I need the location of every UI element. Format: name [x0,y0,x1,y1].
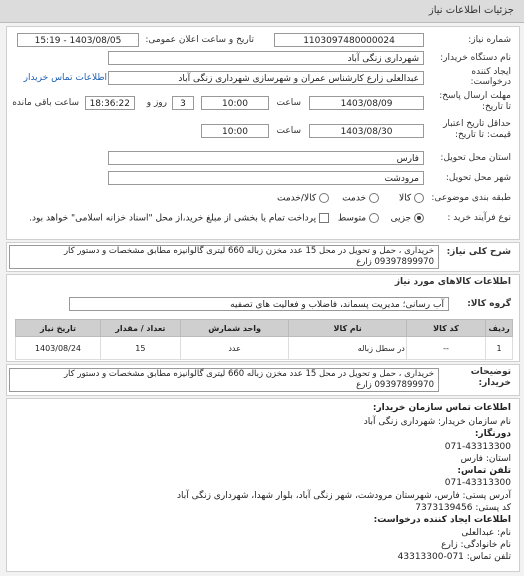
deadline-time-field: 10:00 [201,96,269,110]
creator-field: عبدالعلی زارع کارشناس عمران و شهرسازی شهرداری زنگی آباد [108,71,424,85]
header-bar [0,0,524,23]
col-index: ردیف [486,320,513,337]
contact-line: 071-43313300 [444,478,511,489]
process-label: نوع فرآیند خرید : [447,213,511,223]
day-count-field: 3 [172,96,194,110]
validity-date-field: 1403/08/30 [309,124,424,138]
buyer-notes-text: خریداری ، حمل و تحویل در محل 15 عدد مخزن زباله 660 لیتری گالوانیزه مطابق مشخصات و دستور کار 09397899970 زارع [9,368,439,392]
contact-line: نام: عبدالعلی [461,527,511,538]
buyer-contact-link[interactable]: اطلاعات تماس خریدار [23,73,107,83]
deadline-label-1: مهلت ارسال پاسخ: [439,91,511,101]
contact-line: دورنگار: [474,429,511,440]
province-label: استان محل تحویل: [440,153,511,163]
contact-line: تلفن تماس: [457,466,511,477]
need-number-field: 1103097480000024 [274,33,424,47]
notes-label-2: خریدار: [478,378,511,388]
details-panel [6,26,520,240]
city-field: مرودشت [108,171,424,185]
col-code: کد کالا [406,320,485,337]
goods-title: اطلاعات کالاهای مورد نیاز [394,277,511,287]
creator-label-1: ایجاد کننده [471,67,511,77]
province-field: فارس [108,151,424,165]
col-qty: تعداد / مقدار [100,320,180,337]
contact-line: نام سازمان خریدار: شهرداری زنگی آباد [363,417,511,427]
time-label: ساعت [276,98,301,108]
checkbox-icon [319,213,329,223]
radio-icon [369,193,379,203]
col-unit: واحد شمارش [180,320,289,337]
contact-line: نام خانوادگی: زارع [441,539,511,550]
creator-label-2: درخواست: [470,77,511,87]
announce-label: تاریخ و ساعت اعلان عمومی: [145,35,254,45]
summary-text: خریداری ، حمل و تحویل در محل 15 عدد مخزن زباله 660 لیتری گالوانیزه مطابق مشخصات و دستور کار 09397899970 زارع [9,245,439,269]
contact-line: آدرس پستی: فارس، شهرستان مرودشت، شهر زنگی آباد، بلوار شهدا، شهرداری زنگی آباد [177,490,511,501]
goods-table-header [16,320,513,337]
category-option-goods-service[interactable]: کالا/خدمت [277,193,329,204]
contact-lines [177,416,511,564]
validity-time-label: ساعت [276,126,301,136]
contact-line: تلفن تماس: 071-43313300 [397,552,511,563]
deadline-label-2: تا تاریخ: [481,102,511,112]
table-row[interactable] [16,337,513,360]
cell-name: در سطل زباله [289,337,406,360]
page-title: جزئیات اطلاعات نیاز [428,5,514,16]
announce-field: 1403/08/05 - 15:19 [17,33,139,47]
col-date: تاریخ نیاز [16,320,101,337]
radio-icon [319,193,329,203]
summary-section [6,242,520,272]
radio-selected-icon [414,213,424,223]
goods-section [6,274,520,362]
deadline-date-field: 1403/08/09 [309,96,424,110]
summary-label: شرح کلی نیاز: [446,247,511,257]
category-option-service[interactable]: خدمت [342,193,379,204]
buyer-label: نام دستگاه خریدار: [440,53,511,63]
buyer-field: شهرداری زنگی آباد [108,51,424,65]
cell-qty: 15 [100,337,180,360]
treasury-checkbox[interactable]: پرداخت تمام یا بخشی از مبلغ خرید،از محل "اسناد خزانه اسلامی" خواهد بود. [29,213,329,224]
contact-section [6,398,520,572]
city-label: شهر محل تحویل: [445,173,511,183]
contact-line: کد پستی: 7373139456 [415,503,511,514]
process-option-medium[interactable]: متوسط [338,213,379,224]
category-label: طبقه بندی موضوعی: [431,193,511,203]
goods-table [15,319,513,360]
day-label: روز و [146,98,167,108]
contact-line: 071-43313300 [444,441,511,452]
validity-time-field: 10:00 [201,124,269,138]
cell-unit: عدد [180,337,289,360]
goods-group-field: آب رسانی؛ مدیریت پسماند، فاضلاب و فعالیت های تصفیه [69,297,449,311]
contact-title: اطلاعات تماس سازمان خریدار: [372,403,511,413]
process-option-minor[interactable]: جزیی [391,213,424,224]
category-option-goods[interactable]: کالا [399,193,424,204]
contact-line: اطلاعات ایجاد کننده درخواست: [373,515,511,526]
col-name: نام کالا [289,320,406,337]
remaining-label: ساعت باقی مانده [12,98,79,108]
cell-code: -- [406,337,485,360]
radio-icon [369,213,379,223]
notes-label-1: توضیحات [470,367,511,377]
need-number-label: شماره نیاز: [468,35,511,45]
contact-line: استان: فارس [460,453,511,464]
remaining-time-field: 18:36:22 [85,96,135,110]
buyer-notes-section [6,364,520,396]
radio-icon [414,193,424,203]
cell-date: 1403/08/24 [16,337,101,360]
cell-index: 1 [486,337,513,360]
validity-label-1: حداقل تاریخ اعتبار [443,119,511,129]
validity-label-2: قیمت: تا تاریخ: [455,130,511,140]
goods-group-label: گروه کالا: [467,299,511,309]
